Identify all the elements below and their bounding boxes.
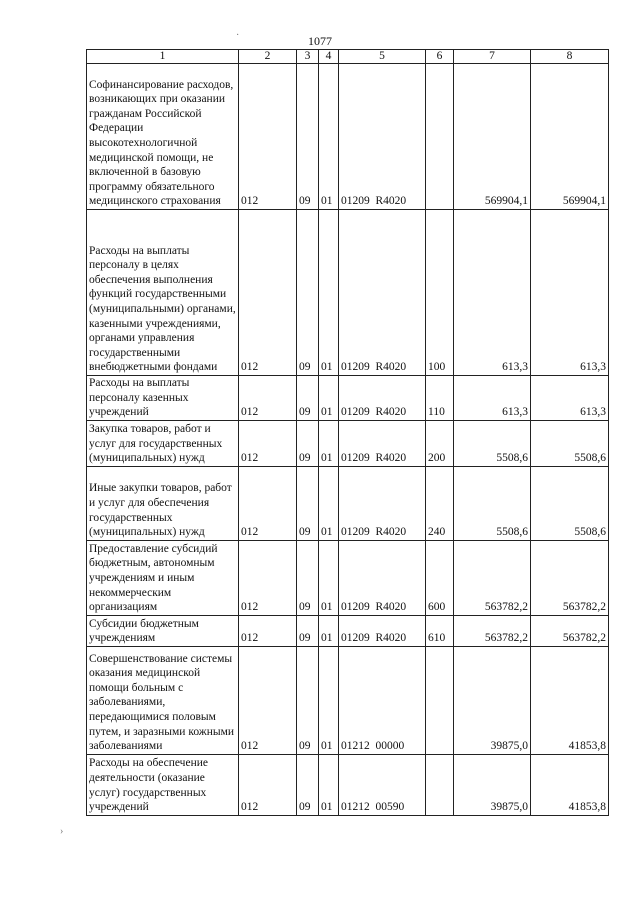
subsection-code: 01 <box>319 646 339 754</box>
table-row <box>87 754 609 815</box>
table-row <box>87 420 609 466</box>
row-name: Софинансирование расходов, возникающих при оказании гражданам Российской Федерации высокотехнологичной медицинской помощи, не включенной в базовую программу обязательного медицинского страхования <box>87 64 239 210</box>
ministry-code: 012 <box>239 376 297 421</box>
page-number: 1077 <box>308 34 332 48</box>
section-code: 09 <box>297 466 319 540</box>
subsection-code: 01 <box>319 540 339 615</box>
amount-year-2: 5508,6 <box>531 420 609 466</box>
row-name: Предоставление субсидий бюджетным, автономным учреждениям и иным некоммерческим организациям <box>87 540 239 615</box>
expense-type: 100 <box>426 210 454 376</box>
amount-year-1: 563782,2 <box>454 540 531 615</box>
amount-year-1: 613,3 <box>454 376 531 421</box>
ministry-code: 012 <box>239 64 297 210</box>
ministry-code: 012 <box>239 210 297 376</box>
row-name: Расходы на обеспечение деятельности (оказание услуг) государственных учреждений <box>87 754 239 815</box>
expense-type: 600 <box>426 540 454 615</box>
header-row <box>87 50 609 64</box>
amount-year-2: 5508,6 <box>531 466 609 540</box>
amount-year-2: 569904,1 <box>531 64 609 210</box>
section-code: 09 <box>297 210 319 376</box>
scan-speck: › <box>60 826 64 837</box>
ministry-code: 012 <box>239 466 297 540</box>
target-article: 01209 R4020 <box>339 376 426 421</box>
amount-year-2: 41853,8 <box>531 646 609 754</box>
expense-type <box>426 646 454 754</box>
amount-year-1: 39875,0 <box>454 754 531 815</box>
table-row <box>87 210 609 376</box>
header-col-1: 1 <box>87 50 239 64</box>
amount-year-2: 613,3 <box>531 376 609 421</box>
row-name: Субсидии бюджетным учреждениям <box>87 615 239 646</box>
ministry-code: 012 <box>239 615 297 646</box>
expense-type: 240 <box>426 466 454 540</box>
target-article: 01209 R4020 <box>339 466 426 540</box>
expense-type <box>426 754 454 815</box>
amount-year-2: 41853,8 <box>531 754 609 815</box>
header-col-3: 3 <box>297 50 319 64</box>
header-col-2: 2 <box>239 50 297 64</box>
table-row <box>87 646 609 754</box>
section-code: 09 <box>297 754 319 815</box>
target-article: 01212 00000 <box>339 646 426 754</box>
row-name: Совершенствование системы оказания медицинской помощи больным с заболеваниями, передающимися половым путем, и заразными кожными заболеваниями <box>87 646 239 754</box>
expense-type: 110 <box>426 376 454 421</box>
subsection-code: 01 <box>319 615 339 646</box>
amount-year-2: 563782,2 <box>531 615 609 646</box>
table-row <box>87 376 609 421</box>
section-code: 09 <box>297 64 319 210</box>
ministry-code: 012 <box>239 754 297 815</box>
row-name: Закупка товаров, работ и услуг для государственных (муниципальных) нужд <box>87 420 239 466</box>
header-col-4: 4 <box>319 50 339 64</box>
row-name: Расходы на выплаты персоналу в целях обеспечения выполнения функций государственными (муниципальными) органами, казенными учреждениями, органами управления государственными внебюджетными фондами <box>87 210 239 376</box>
ministry-code: 012 <box>239 540 297 615</box>
expense-type: 610 <box>426 615 454 646</box>
section-code: 09 <box>297 420 319 466</box>
amount-year-1: 5508,6 <box>454 466 531 540</box>
ministry-code: 012 <box>239 646 297 754</box>
target-article: 01209 R4020 <box>339 615 426 646</box>
target-article: 01209 R4020 <box>339 420 426 466</box>
amount-year-1: 613,3 <box>454 210 531 376</box>
subsection-code: 01 <box>319 210 339 376</box>
subsection-code: 01 <box>319 64 339 210</box>
target-article: 01212 00590 <box>339 754 426 815</box>
table-row <box>87 615 609 646</box>
table-row <box>87 64 609 210</box>
header-col-6: 6 <box>426 50 454 64</box>
expense-type <box>426 64 454 210</box>
row-name: Расходы на выплаты персоналу казенных учреждений <box>87 376 239 421</box>
subsection-code: 01 <box>319 466 339 540</box>
expense-type: 200 <box>426 420 454 466</box>
header-col-7: 7 <box>454 50 531 64</box>
ministry-code: 012 <box>239 420 297 466</box>
amount-year-1: 563782,2 <box>454 615 531 646</box>
amount-year-2: 613,3 <box>531 210 609 376</box>
target-article: 01209 R4020 <box>339 540 426 615</box>
header-col-8: 8 <box>531 50 609 64</box>
section-code: 09 <box>297 615 319 646</box>
table-row <box>87 540 609 615</box>
subsection-code: 01 <box>319 420 339 466</box>
scan-speck: · <box>236 30 240 41</box>
subsection-code: 01 <box>319 754 339 815</box>
amount-year-1: 5508,6 <box>454 420 531 466</box>
amount-year-2: 563782,2 <box>531 540 609 615</box>
header-col-5: 5 <box>339 50 426 64</box>
amount-year-1: 39875,0 <box>454 646 531 754</box>
section-code: 09 <box>297 376 319 421</box>
section-code: 09 <box>297 646 319 754</box>
target-article: 01209 R4020 <box>339 210 426 376</box>
target-article: 01209 R4020 <box>339 64 426 210</box>
budget-table <box>86 49 609 816</box>
subsection-code: 01 <box>319 376 339 421</box>
table-row <box>87 466 609 540</box>
section-code: 09 <box>297 540 319 615</box>
amount-year-1: 569904,1 <box>454 64 531 210</box>
row-name: Иные закупки товаров, работ и услуг для обеспечения государственных (муниципальных) нужд <box>87 466 239 540</box>
